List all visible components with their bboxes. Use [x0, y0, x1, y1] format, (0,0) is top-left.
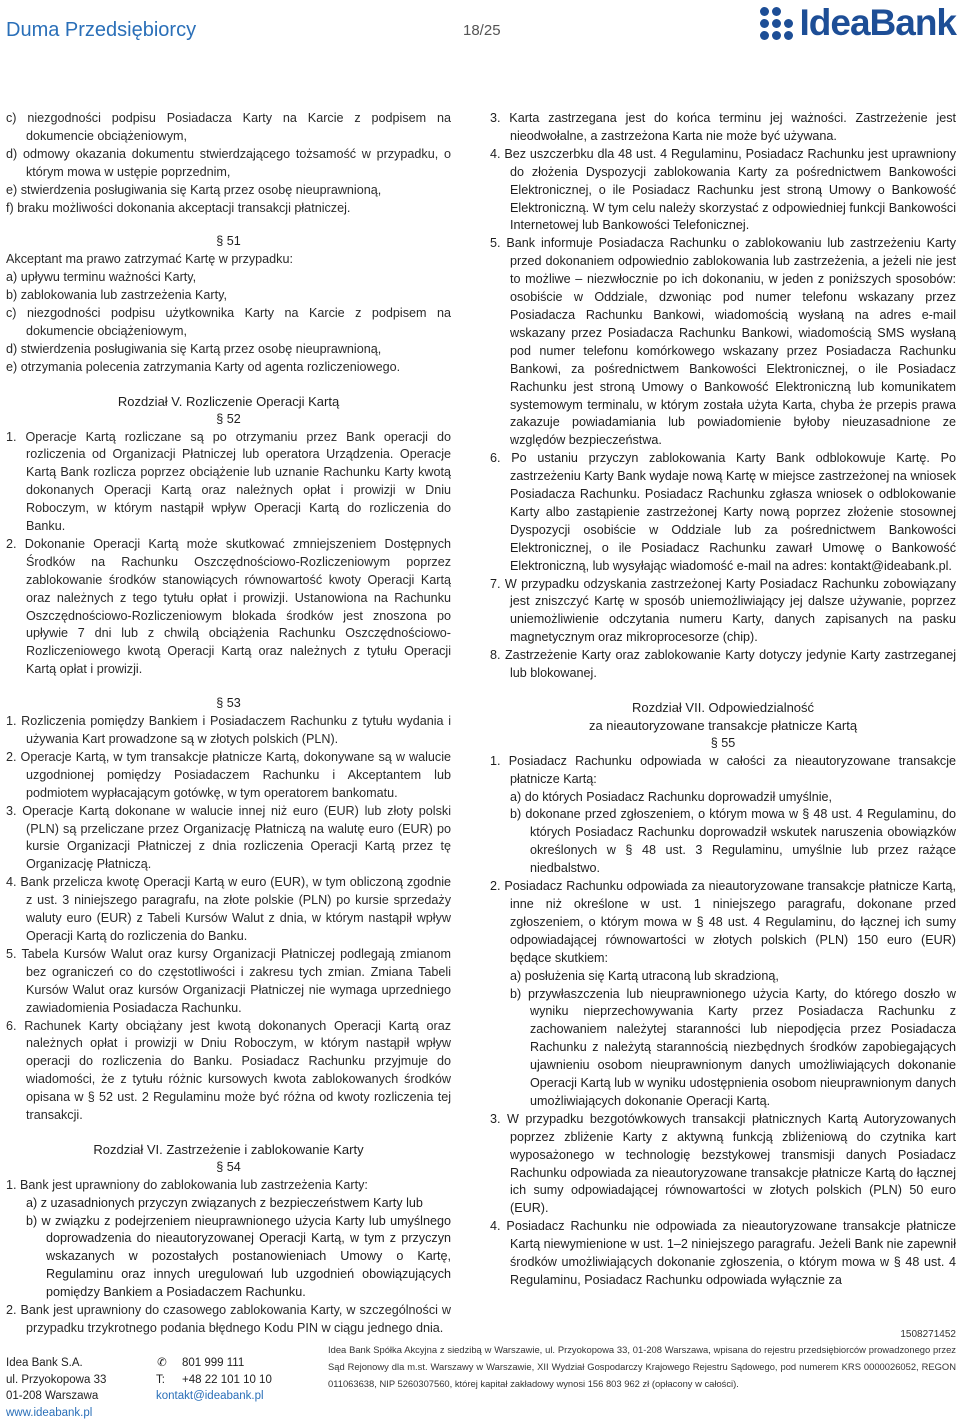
section-heading: § 52 [216, 411, 241, 426]
paragraph: 2. Bank jest uprawniony do czasowego zablokowania Karty, w szczególności w przypadku trzykrotnego podania błędnego Kodu PIN w ciągu jednego dnia. [6, 1303, 451, 1335]
paragraph: 4. Bez uszczerbku dla 48 ust. 4 Regulaminu, Posiadacz Rachunku jest uprawniony do złożenia Dyspozycji zablokowania Karty za pośrednictwem Bankowości Elektronicznej, o ile Posiadacz Rachunku jest stroną Umowy o Bankowość Elektroniczną. W tym celu należy skorzystać z odpowiedniej funkcji Bankowości Internetowej lub Bankowości Telefonicznej. [490, 146, 956, 233]
page-header [0, 0, 960, 60]
paragraph: 3. Operacje Kartą dokonane w walucie innej niż euro (EUR) lub złoty polski (PLN) są przeliczane przez Organizację Płatniczą na walutę euro (EUR) po kursie Organizacji Płatniczej z dnia rozliczenia Operacji Kartą przez tę Organizację Płatniczą. [6, 803, 451, 872]
paragraph: 2. Posiadacz Rachunku odpowiada za nieautoryzowane transakcje płatnicze Kartą, inne niż określone w ust. 1 niniejszego paragrafu, dokonane przed zgłoszeniem, o którym mowa w § 48 ust. 4 Regulaminu, do łącznej ich sumy odpowiadającej równowartości w złotych polskich (PLN) 150 euro (EUR) będące skutkiem: [490, 879, 956, 965]
footer-street: ul. Przyokopowa 33 [6, 1373, 107, 1386]
phone-icon: ✆ [157, 1357, 167, 1369]
paragraph: 3. W przypadku bezgotówkowych transakcji płatnicznych Kartą Autoryzowanych poprzez zbliżenie Karty z aktywną funkcją zbliżeniową do czytnika kart wyposażonego w technologię bezstykowej transmisji danych Posiadacz Rachunku odpowiada za nieautoryzowane transakcje płatnicze Kartą do łącznej ich sumy odpowiadającej równowartości w złotych polskich (PLN) 50 euro (EUR). [490, 1111, 956, 1216]
paragraph: 2. Dokonanie Operacji Kartą może skutkować zmniejszeniem Dostępnych Środków na Rachunku Oszczędnościowo-Rozliczeniowym poprzez zablokowanie środków stanowiących równowartość kwoty Operacji Kartą oraz należnych z tego tytułu opłat i prowizji. Ustanowiona na Rachunku Oszczędnościowo-Rozliczeniowym blokada środków jest znoszona po upływie 7 dni lub z chwilą obciążenia Rachunku Oszczędnościowo-Rozliczeniowego kwotą Operacji Kartą oraz należnych z tytułu Operacji Kartą opłat i prowizji. [6, 536, 451, 677]
paragraph: 7. W przypadku odzyskania zastrzeżonej Karty Posiadacz Rachunku zobowiązany jest zniszczyć Kartę w sposób uniemożliwiający jej dalsze używanie, poprzez uniemożliwienie odczytania numeru Karty, danych zapisanych na pasku magnetycznym oraz mikroprocesorze (chip). [490, 576, 956, 645]
footer-city: 01-208 Warszawa [6, 1390, 99, 1402]
footer-phone: 801 999 111 [182, 1357, 245, 1369]
footer-email-link[interactable]: kontakt@ideabank.pl [156, 1390, 264, 1402]
section-heading: § 54 [216, 1159, 241, 1174]
tel-label: T: [156, 1373, 165, 1386]
footer-website-link[interactable]: www.ideabank.pl [6, 1406, 93, 1419]
paragraph: 4. Posiadacz Rachunku nie odpowiada za nieautoryzowane transakcje płatnicze Kartą niewymienione w ust. 1–2 niniejszego paragrafu. Jeżeli Bank nie zapewnił środków umożliwiających dokonanie zgłoszenia, o którym mowa w § 48 ust. 4 Regulaminu, Posiadacz Rachunku odpowiada wyłącznie za [490, 1219, 956, 1287]
section-heading: § 55 [710, 735, 736, 750]
document-code: 1508271452 [900, 1329, 956, 1340]
paragraph: 1. Rozliczenia pomiędzy Bankiem i Posiadaczem Rachunku z tytułu wydania i używania Kart prowadzone są w złotych polskich (PLN). [6, 714, 451, 746]
chapter-heading-line2: za nieautoryzowane transakcje płatnicze Kartą [588, 717, 858, 733]
paragraph: 5. Bank informuje Posiadacza Rachunku o zablokowaniu lub zastrzeżeniu Karty przed dokonaniem odpowiednio zablokowania lub zastrzeżenia, a jeżeli nie jest to możliwe – niezwłocznie po ich dokonaniu, w jeden z poniższych sposobów: osobiście w Oddziale, dzwoniąc pod numer telefonu wskazany przez Posiadacza Rachunku Bankowi, wiadomością wysłaną na adres e-mail wskazany przez Posiadacza Rachunku Bankowi, wiadomością SMS wysłaną pod numer telefonu komórkowego wskazany przez Posiadacza Rachunku Bankowi, za pośrednictwem Bankowości Elektronicznej, o ile Posiadacz Rachunku jest stroną Umowy o Bankowość Elektroniczną lub komunikatem systemowym terminalu, w którym została użyta Karta, chyba że przepis prawa zakazuje powiadamiania lub powiadomienie byłoby nieuzasadnione ze względów bezpieczeństwa. [490, 236, 956, 448]
paragraph: d) odmowy okazania dokumentu stwierdzającego tożsamość w przypadku, o którym mowa w ustępie poprzednim, [6, 146, 451, 179]
list-item: a) posłużenia się Kartą utraconą lub skradzioną, [510, 968, 779, 983]
bank-logo [760, 4, 956, 42]
page-number: 18/25 [463, 22, 501, 39]
paragraph: 1. Bank jest uprawniony do zablokowania lub zastrzeżenia Karty: [6, 1177, 368, 1192]
right-column [490, 110, 956, 1290]
list-item: b) zablokowania lub zastrzeżenia Karty, [6, 288, 227, 303]
list-item: a) upływu terminu ważności Karty, [6, 270, 197, 285]
list-item: e) otrzymania polecenia zatrzymania Karty od agenta rozliczeniowego. [6, 359, 401, 374]
paragraph: Akceptant ma prawo zatrzymać Kartę w przypadku: [6, 252, 293, 267]
chapter-heading: Rozdział VII. Odpowiedzialność [631, 700, 815, 715]
list-item: a) do których Posiadacz Rachunku doprowadził umyślnie, [510, 789, 833, 804]
paragraph: 8. Zastrzeżenie Karty oraz zablokowanie Karty dotyczy jedynie Karty zastrzeganej lub blokowanej. [490, 648, 956, 681]
footer-tel: +48 22 101 10 10 [182, 1373, 272, 1386]
footer-bank-name: Idea Bank S.A. [6, 1357, 83, 1369]
list-item: b) w związku z podejrzeniem nieuprawnionego użycia Karty lub umyślnego doprowadzenia do nieautoryzowanej Operacji Kartą, w tym z przyczyn wskazanych w pozostałych postanowieniach Umowy o Kartę, Regulaminu oraz innych uregulowań lub uzgodnień obowiązujących pomiędzy Bankiem a Posiadaczem Rachunku. [26, 1213, 451, 1300]
page-footer [0, 1344, 960, 1425]
list-item: a) z uzasadnionych przyczyn związanych z bezpieczeństwem Karty lub [26, 1195, 423, 1210]
left-column [6, 110, 451, 1338]
footer-address [6, 1355, 106, 1421]
paragraph: c) niezgodności podpisu Posiadacza Karty na Karcie z podpisem na dokumencie obciążeniowym, [6, 111, 451, 143]
list-item: b) dokonane przed zgłoszeniem, o którym mowa w § 48 ust. 4 Regulaminu, do których Posiadacz Rachunku doprowadził wskutek naruszenia obowiązków określonych w § 48 ust. 3 Regulaminu, umyślnie lub przez rażące niedbalstwo. [510, 807, 956, 876]
section-heading: § 53 [216, 696, 241, 711]
logo-dots-icon [760, 7, 793, 40]
paragraph: 4. Bank przelicza kwotę Operacji Kartą w euro (EUR), w tym obliczoną zgodnie z ust. 3 niniejszego paragrafu, na złote polskie (PLN) po kursie sprzedaży waluty euro (EUR) z Tabeli Kursów Walut z dnia, w którym nastąpił wpływ Operacji Kartą do rozliczenia do Banku. [6, 875, 451, 943]
paragraph: f) braku możliwości dokonania akceptacji transakcji płatniczej. [6, 200, 351, 215]
paragraph: e) stwierdzenia posługiwania się Kartą przez osobę nieuprawnioną, [6, 182, 382, 197]
list-item: d) stwierdzenia posługiwania się Kartą przez osobę nieuprawnioną, [6, 341, 382, 356]
paragraph: 3. Karta zastrzegana jest do końca terminu jej ważności. Zastrzeżenie jest nieodwołalne, a zastrzeżona Karta nie może być używana. [490, 111, 956, 143]
paragraph: 6. Po ustaniu przyczyn zablokowania Karty Bank odblokowuje Kartę. Po zastrzeżeniu Karty Bank wydaje nową Kartę w miejsce zastrzeżonej na wniosek Posiadacza Rachunku. Posiadacz Rachunku zgłasza wniosek o odblokowanie Karty albo zastąpienie zastrzeżonej Karty nową poprzez złożenie stosownej Dyspozycji osobiście w Oddziale lub za pośrednictwem Bankowości Elektronicznej, o ile Posiadacz Rachunku zawarł Umowę o Bankowość Elektroniczną, lub wysyłając wiadomość e-mail na adres: kontakt@ideabank.pl. [490, 451, 956, 573]
footer-contact [156, 1355, 272, 1405]
paragraph: 1. Posiadacz Rachunku odpowiada w całości za nieautoryzowane transakcje płatnicze Kartą: [490, 753, 956, 786]
paragraph: 2. Operacje Kartą, w tym transakcje płatnicze Kartą, dokonywane są w walucie uzgodnionej pomiędzy Posiadaczem Rachunku i Akceptantem lub podmiotem wypłacającym gotówkę, w tym operatorem bankomatu. [6, 749, 451, 800]
paragraph: 5. Tabela Kursów Walut oraz kursy Organizacji Płatniczej podlegają zmianom bez ograniczeń co do częstotliwości i zakresu tych zmian. Zmiana Tabeli Kursów Walut oraz kursów Organizacji Płatniczej nie wymaga uprzedniego zawiadomienia Posiadacza Rachunku. [6, 946, 451, 1015]
logo-text: IdeaBank [799, 2, 956, 43]
section-heading: § 51 [216, 234, 241, 249]
list-item: b) przywłaszczenia lub nieuprawnionego użycia Karty, do którego doszło w wyniku nieprzechowywania Karty przez Posiadacza Rachunku z zachowaniem należytej staranności lub niepodjęcia przez Posiadacza Rachunku z należytą starannością niezbędnych środków zapobiegających ujawnieniu osobom nieuprawnionym danych umożliwiających dokonanie Operacji Kartą lub w wyniku udostępnienia osobom nieuprawnionym danych umożliwiających dokonanie Operacji Kartą. [510, 986, 956, 1108]
document-title: Duma Przedsiębiorcy [6, 19, 197, 41]
chapter-heading: Rozdział V. Rozliczenie Operacji Kartą [117, 393, 340, 409]
paragraph: 1. Operacje Kartą rozliczane są po otrzymaniu przez Bank operacji do rozliczenia od Organizacji Płatniczej lub operatora Urządzenia. Operacje Kartą Bank rozlicza poprzez obciążenie lub uznanie Rachunku Karty kwotą dokonanych Operacji Kartą oraz należnych opłat i prowizji w Dniu Roboczym, w którym nastąpił wpływ Operacji Kartą do rozliczenia do Banku. [6, 429, 451, 534]
list-item: c) niezgodności podpisu użytkownika Karty na Karcie z podpisem na dokumencie obciążeniowym, [6, 306, 451, 338]
chapter-heading: Rozdział VI. Zastrzeżenie i zablokowanie Karty [93, 1141, 364, 1157]
footer-legal-text: Idea Bank Spółka Akcyjna z siedzibą w Warszawie, ul. Przyokopowa 33, 01-208 Warszawa, wpisana do rejestru przedsiębiorców prowadzonego przez Sąd Rejonowy dla m.st. Warszawy w Warszawie, XII Wydział Gospodarczy Krajowego Rejestru Sądowego, pod numerem KRS 0000026052, REGON 011063638, NIP 5260307560, której kapitał zakładowy wynosi 156 803 962 zł (opłacony w całości). [328, 1344, 956, 1389]
paragraph: 6. Rachunek Karty obciążany jest kwotą dokonanych Operacji Kartą oraz należnych opłat i prowizji w Dniu Roboczym, w którym nastąpił wpływ operacji do rozliczenia do Banku. Posiadacz Rachunku przyjmuje do wiadomości, że z tytułu różnic kursowych kwota zablokowanych środków opisana w § 52 ust. 2 Regulaminu może być różna od kwoty rozliczenia tej transakcji. [6, 1018, 451, 1123]
